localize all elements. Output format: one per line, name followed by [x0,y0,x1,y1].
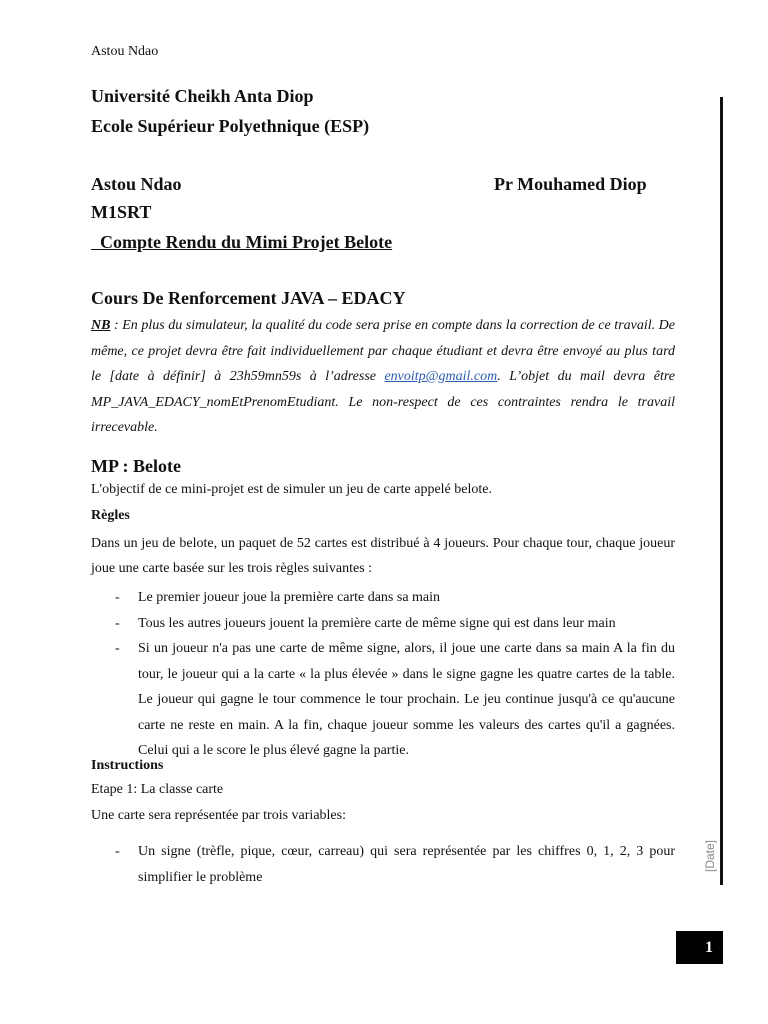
card-variables-list [91,839,675,890]
date-placeholder: [Date] [703,840,717,873]
rule-item: - Si un joueur n'a pas une carte de même signe, alors, il joue une carte dans sa main A la fin du tour, le joueur qui a la carte « la plus élevée » dans le signe gagne les quatre cartes de la table. Le joueur qui gagne le tour commence le tour prochain. Le jeu continue jusqu'à ce qu'aucune carte ne reste en main. A la fin, chaque joueur somme les valeurs des cartes qu'il a gagnées. Celui qui a le score le plus élevé gagne la partie. [91,636,675,764]
nb-text-before: : En plus du simulateur, la qualité du code sera prise en compte dans la correction de ce travail. De même, ce projet devra être fait individuellement par chaque étudiant et devra être envoyé au plus tard le [date à définir] à 23h59mn59s à l’adresse [91,318,675,384]
professor-name: Pr Mouhamed Diop [494,174,647,194]
course-title: Cours De Renforcement JAVA – EDACY [91,288,406,308]
report-title: Compte Rendu du Mimi Projet Belote [91,232,393,252]
page-number-box [676,931,723,964]
rule-item: - Tous les autres joueurs jouent la première carte de même signe qui est dans leur main [91,611,675,637]
student-name: Astou Ndao [91,174,182,194]
nb-text-after: . L’objet du mail devra être MP_JAVA_EDACY_nomEtPrenomEtudiant. Le non-respect de ces contraintes rendra le travail irrecevable. [91,369,675,435]
page-number: 1 [705,938,713,956]
section-title-mp: MP : Belote [91,456,181,476]
sidebar-vertical-rule [720,97,723,885]
rule-item: - Le premier joueur joue la première carte dans sa main [91,585,675,611]
university-name: Université Cheikh Anta Diop [91,86,314,106]
school-name: Ecole Supérieur Polyethnique (ESP) [91,116,370,136]
variable-item: - Un signe (trèfle, pique, cœur, carreau) qui sera représentée par les chiffres 0, 1, 2, 3 pour simplifier le problème [91,839,675,890]
rules-intro: Dans un jeu de belote, un paquet de 52 cartes est distribué à 4 joueurs. Pour chaque tour, chaque joueur joue une carte basée sur les trois règles suivantes : [91,536,675,576]
instructions-heading: Instructions [91,758,164,773]
class-code: M1SRT [91,202,152,222]
running-header-author: Astou Ndao [91,44,159,59]
objective-text: L'objectif de ce mini-projet est de simuler un jeu de carte appelé belote. [91,482,492,497]
nb-notice [91,313,675,441]
step-1-title: Etape 1: La classe carte [91,782,224,797]
submission-email-link[interactable]: envoitp@gmail.com [384,369,498,384]
rules-list [91,585,675,764]
card-intro-text: Une carte sera représentée par trois variables: [91,808,346,823]
nb-label: NB [91,318,111,333]
rules-heading: Règles [91,508,130,523]
